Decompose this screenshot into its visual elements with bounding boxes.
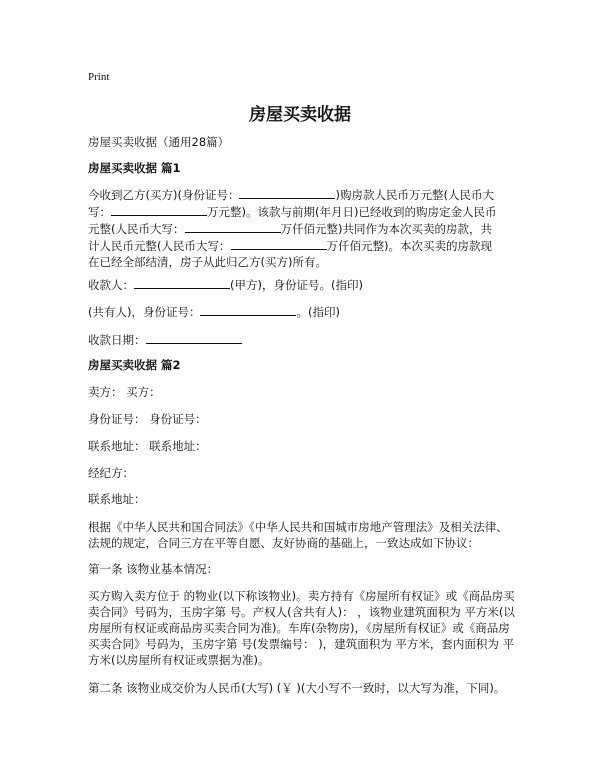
receipt-text: 今收到乙方(买方)(身份证号： [88, 188, 240, 202]
receipt-date-label: 收款日期： [88, 333, 146, 347]
document-subtitle: 房屋买卖收据（通用28篇） [88, 135, 230, 149]
article-1-heading: 第一条 该物业基本情况： [88, 562, 219, 576]
receipt-text: 万仟佰元整)。本次买卖的房款现 [326, 239, 492, 253]
receipt-line [88, 203, 518, 220]
receipt-text: 万仟佰元整)共同作为本次买卖的房款，共 [280, 222, 492, 236]
payee-text: (甲方)，身份证号。(指印) [230, 278, 363, 292]
receipt-paragraph [88, 186, 518, 270]
agent-line: 经纪方： [88, 466, 134, 480]
payee-blank [134, 276, 230, 289]
receipt-line [88, 237, 518, 254]
payee-line [88, 276, 518, 293]
receipt-line [88, 186, 518, 203]
receipt-line [88, 220, 518, 237]
agent-address-line: 联系地址： [88, 492, 146, 506]
amount-blank [185, 220, 281, 233]
document-title: 房屋买卖收据 [249, 105, 351, 125]
co-owner-blank [200, 303, 296, 316]
seller-buyer-line: 卖方： 买方： [88, 385, 161, 399]
co-owner-line [88, 303, 518, 320]
amount-blank [111, 203, 207, 216]
receipt-text: 计人民币元整(人民币大写： [88, 239, 231, 253]
address-line: 联系地址： 联系地址： [88, 439, 207, 453]
co-owner-text: 。(指印) [296, 305, 340, 319]
co-owner-label: (共有人)，身份证号： [88, 305, 201, 319]
receipt-text: )购房款人民币万元整(人民币大 [335, 188, 494, 202]
section-heading-1: 房屋买卖收据 篇1 [88, 161, 181, 175]
receipt-date-line [88, 331, 518, 348]
article-2: 第二条 该物业成交价为人民币(大写) (￥ )(大小写不一致时，以大写为准，下同)。 [88, 681, 506, 695]
legal-basis-paragraph: 根据《中华人民共和国合同法》《中华人民共和国城市房地产管理法》及相关法律、法规的规定，合同三方在平等自愿、友好协商的基础上，一致达成如下协议： [88, 520, 508, 550]
article-1-body: 买方购入卖方位于 的物业(以下称该物业)。卖方持有《房屋所有权证》或《商品房买卖合同》号码为，玉房字第 号。产权人(含共有人)： ，该物业建筑面积为 平方米(以房屋所有权证或商品房买卖合同为准)。车库(杂物房)，《房屋所有权证》或《商品房买卖合同》号码为，玉房字第 号(发票编号： )，建筑面积为 平方米，套内面积为 平方米(以房屋所有权证或票据为准)。 [88, 589, 515, 667]
receipt-text: 万元整)。该款与前期(年月日)已经收到的购房定金人民币 [207, 205, 497, 219]
amount-blank [231, 237, 327, 250]
receipt-text: 元整(人民币大写： [88, 222, 185, 236]
receipt-line: 在已经全部结清，房子从此归乙方(买方)所有。 [88, 255, 327, 269]
receipt-text: 写： [88, 205, 111, 219]
payee-label: 收款人： [88, 278, 134, 292]
id-line: 身份证号： 身份证号： [88, 412, 207, 426]
section-heading-2: 房屋买卖收据 篇2 [88, 358, 181, 372]
id-number-blank [239, 186, 335, 199]
print-label: Print [88, 71, 110, 83]
receipt-date-blank [146, 331, 242, 344]
